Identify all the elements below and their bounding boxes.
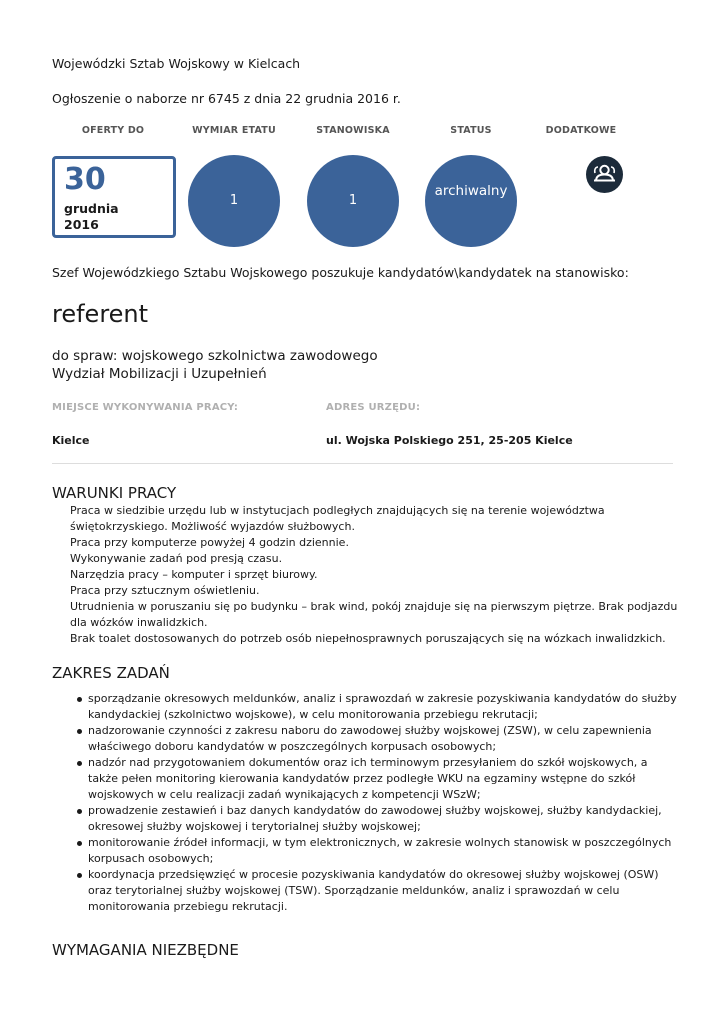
address-label: ADRES URZĘDU: <box>326 402 421 413</box>
deadline-month: grudnia <box>64 201 119 216</box>
job-size-value: 1 <box>188 155 280 247</box>
people-icon[interactable] <box>586 156 623 193</box>
condition-line: Praca w siedzibie urzędu lub w instytucjach podległych znajdujących się na terenie województwa świętokrzyskiego. Możliwość wyjazdów służbowych. <box>70 504 605 533</box>
condition-line: Praca przy komputerze powyżej 4 godzin dziennie. <box>70 536 349 549</box>
organization-name: Wojewódzki Sztab Wojskowy w Kielcach <box>52 56 301 71</box>
additional-label: DODATKOWE <box>545 125 617 136</box>
list-item: sporządzanie okresowych meldunków, analiz i sprawozdań w zakresie pozyskiwania kandydatów do służby kandydackiej (szkolnictwo wojskowe), w celu monitorowania przebiegu rekrutacji; <box>88 692 677 721</box>
condition-line: Wykonywanie zadań pod presją czasu. <box>70 552 283 565</box>
workplace-label: MIEJSCE WYKONYWANIA PRACY: <box>52 402 239 413</box>
offers-until-label: OFERTY DO <box>81 125 145 136</box>
condition-line: Brak toalet dostosowanych do potrzeb osób niepełnosprawnych poruszających się na wózkach inwalidzkich. <box>70 632 666 645</box>
workplace-value: Kielce <box>52 434 90 447</box>
job-size-label: WYMIAR ETATU <box>192 125 276 136</box>
offers-until-date <box>52 156 176 238</box>
deadline-year: 2016 <box>64 217 99 232</box>
conditions-list <box>70 503 682 647</box>
department-name: Wydział Mobilizacji i Uzupełnień <box>52 366 267 382</box>
requirements-heading: WYMAGANIA NIEZBĘDNE <box>52 941 239 959</box>
intro-text: Szef Wojewódzkiego Sztabu Wojskowego poszukuje kandydatów\kandydatek na stanowisko: <box>52 265 629 280</box>
notice-number: Ogłoszenie o naborze nr 6745 z dnia 22 grudnia 2016 r. <box>52 91 401 106</box>
tasks-heading: ZAKRES ZADAŃ <box>52 664 170 682</box>
status-label: STATUS <box>450 125 492 136</box>
list-item: monitorowanie źródeł informacji, w tym elektronicznych, w zakresie wolnych stanowisk w poszczególnych korpusach osobowych; <box>88 835 678 867</box>
position-title: referent <box>52 300 149 328</box>
tasks-list <box>88 691 678 915</box>
department-subject: do spraw: wojskowego szkolnictwa zawodowego <box>52 348 378 364</box>
list-item: prowadzenie zestawień i baz danych kandydatów do zawodowej służby wojskowej, służby kandydackiej, okresowej służby wojskowej i terytorialnej służby wojskowej; <box>88 803 678 835</box>
deadline-day: 30 <box>64 162 106 197</box>
condition-line: Praca przy sztucznym oświetleniu. <box>70 584 260 597</box>
divider <box>52 463 673 464</box>
address-value: ul. Wojska Polskiego 251, 25-205 Kielce <box>326 434 573 447</box>
condition-line: Utrudnienia w poruszaniu się po budynku – brak wind, pokój znajduje się na pierwszym piętrze. Brak podjazdu dla wózków inwalidzkich. <box>70 600 678 629</box>
conditions-heading: WARUNKI PRACY <box>52 484 177 502</box>
status-value: archiwalny <box>425 155 517 247</box>
list-item: koordynacja przedsięwzięć w procesie pozyskiwania kandydatów do okresowej służby wojskowej (OSW) oraz terytorialnej służby wojskowej (TSW). Sporządzanie meldunków, analiz i sprawozdań w celu monitorowania przebiegu rekrutacji. <box>88 867 678 915</box>
positions-label: STANOWISKA <box>316 125 390 136</box>
positions-value: 1 <box>307 155 399 247</box>
list-item: nadzór nad przygotowaniem dokumentów oraz ich terminowym przesyłaniem do szkół wojskowych, a także pełen monitoring kierowania kandydatów przez podległe WKU na egzaminy wstępne do szkół wojskowych w celu realizacji zadań wynikających z kompetencji WSzW; <box>88 755 678 803</box>
list-item: nadzorowanie czynności z zakresu naboru do zawodowej służby wojskowej (ZSW), w celu zapewnienia właściwego doboru kandydatów w poszczególnych korpusach osobowych; <box>88 723 678 755</box>
condition-line: Narzędzia pracy – komputer i sprzęt biurowy. <box>70 568 318 581</box>
